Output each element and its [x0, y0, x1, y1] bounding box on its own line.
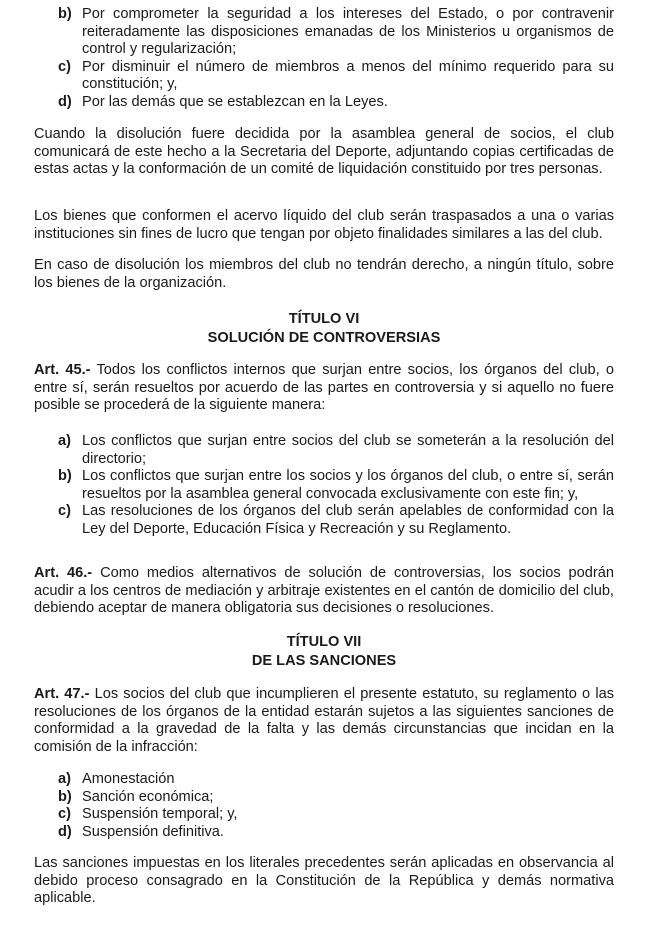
item-label: d)	[58, 93, 72, 110]
item-label: c)	[58, 806, 71, 823]
list-item	[58, 59, 614, 94]
sanctions-list	[58, 771, 614, 841]
paragraph-dissolution-notice: Cuando la disolución fuere decidida por la asamblea general de socios, el club comunicará de este hecho a la Secretaria del Deporte, adjuntando copias certificadas de estas actas y la conformación de un comité de liquidación constituido por tres personas.	[34, 126, 614, 178]
article-45	[34, 362, 614, 415]
article-text: Todos los conflictos internos que surjan entre socios, los órganos del club, o entre sí, serán resueltos por acuerdo de las partes en controversia y si aquello no fuere posible se procederá de la siguiente manera:	[34, 362, 614, 414]
article-label: Art. 46.-	[34, 565, 93, 581]
section-heading-titulo-vi	[0, 310, 648, 348]
paragraph-closing: Las sanciones impuestas en los literales precedentes serán aplicadas en observancia al debido proceso consagrado en la Constitución de la República y demás normativa aplicable.	[34, 855, 614, 907]
article-label: Art. 45.-	[34, 362, 91, 378]
item-text: Por disminuir el número de miembros a menos del mínimo requerido para su constitución; y,	[82, 58, 614, 93]
list-item	[58, 94, 614, 112]
list-item	[58, 771, 614, 789]
list-item	[58, 468, 614, 503]
item-text: Amonestación	[82, 771, 175, 787]
list-item	[58, 824, 614, 842]
article-45-list	[58, 433, 614, 539]
item-text: Suspensión definitiva.	[82, 823, 224, 840]
list-item	[58, 503, 614, 538]
article-label: Art. 47.-	[34, 686, 90, 702]
article-text: Los socios del club que incumplieren el presente estatuto, su reglamento o las resoluciones de los órganos de la entidad estarán sujetos a las siguientes sanciones de conformidad a la gravedad de la falta y las demás circunstancias que incidan en la comisión de la infracción:	[34, 686, 614, 755]
item-label: a)	[58, 771, 71, 787]
dissolution-causes-list	[58, 6, 614, 112]
item-text: Suspensión temporal; y,	[82, 806, 238, 823]
item-text: Los conflictos que surjan entre los socios y los órganos del club, o entre sí, serán resueltos por la asamblea general convocada exclusivamente con este fin; y,	[82, 468, 614, 502]
list-item	[58, 6, 614, 59]
heading-subtitle: SOLUCIÓN DE CONTROVERSIAS	[207, 330, 441, 346]
paragraph-member-rights: En caso de disolución los miembros del club no tendrán derecho, a ningún título, sobre los bienes de la organización.	[34, 257, 614, 291]
list-item	[58, 806, 614, 824]
article-46	[34, 565, 614, 618]
item-label: b)	[58, 468, 72, 485]
item-text: Por comprometer la seguridad a los intereses del Estado, o por contravenir reiteradamente las disposiciones emanadas de los Ministerios u organismos de control y regularización;	[82, 6, 614, 58]
item-label: a)	[58, 433, 71, 449]
list-item	[58, 789, 614, 807]
article-47	[34, 686, 614, 756]
item-text: Por las demás que se establezcan en la Leyes.	[82, 93, 388, 110]
section-heading-titulo-vii	[0, 633, 648, 671]
item-text: Las resoluciones de los órganos del club serán apelables de conformidad con la Ley del Deporte, Educación Física y Recreación y su Reglamento.	[82, 503, 614, 537]
item-label: c)	[58, 58, 71, 75]
item-label: c)	[58, 503, 71, 520]
heading-title: TÍTULO VI	[288, 311, 360, 327]
paragraph-assets-transfer: Los bienes que conformen el acervo líquido del club serán traspasados a una o varias instituciones sin fines de lucro que tengan por objeto finalidades similares a las del club.	[34, 208, 614, 242]
list-item	[58, 433, 614, 468]
item-text: Sanción económica;	[82, 788, 214, 805]
item-text: Los conflictos que surjan entre socios del club se someterán a la resolución del directorio;	[82, 433, 614, 467]
item-label: b)	[58, 788, 72, 805]
heading-subtitle: DE LAS SANCIONES	[251, 653, 397, 669]
item-label: d)	[58, 823, 72, 840]
heading-title: TÍTULO VII	[286, 634, 362, 650]
item-label: b)	[58, 6, 72, 22]
article-text: Como medios alternativos de solución de controversias, los socios podrán acudir a los centros de mediación y arbitraje existentes en el cantón de domicilio del club, debiendo aceptar de manera obligatoria sus decisiones o resoluciones.	[34, 565, 614, 617]
